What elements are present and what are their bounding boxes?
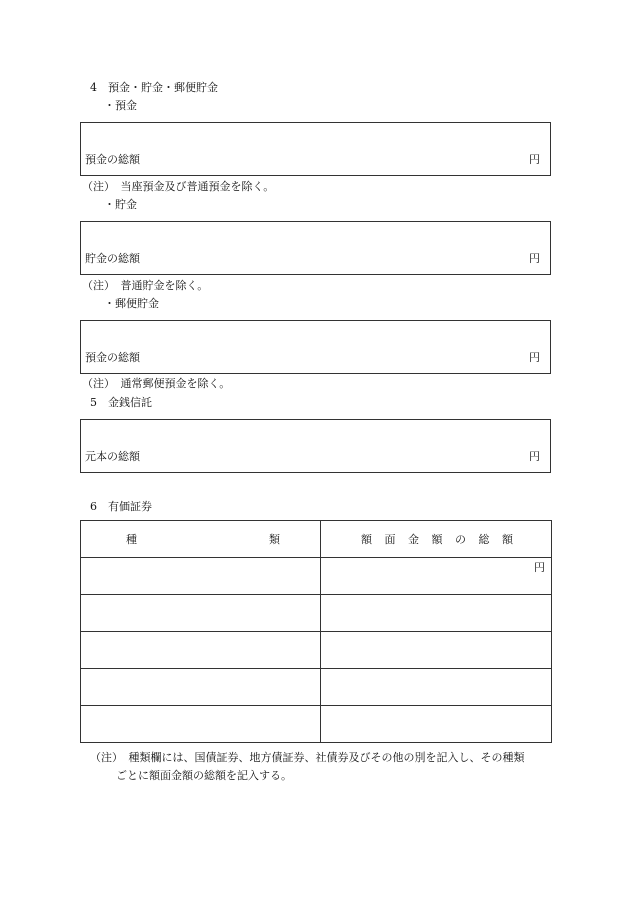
table-row	[81, 595, 552, 632]
yen-unit: 円	[529, 153, 540, 166]
deposit-note: （注） 当座預金及び普通預金を除く。	[82, 180, 275, 193]
securities-note-line2: ごとに額面金額の総額を記入する。	[116, 769, 292, 782]
savings-box[interactable]	[80, 221, 551, 275]
table-row	[81, 706, 552, 743]
postal-note: （注） 通常郵便預金を除く。	[82, 377, 231, 390]
savings-note: （注） 普通貯金を除く。	[82, 279, 209, 292]
face-value-total-column-header	[321, 521, 552, 558]
type-cell[interactable]	[81, 706, 321, 743]
deposit-label: ・預金	[104, 99, 137, 112]
section5-heading: 5 金銭信託	[90, 396, 152, 409]
type-cell[interactable]	[81, 558, 321, 595]
money-trust-box[interactable]	[80, 419, 551, 473]
securities-table	[80, 520, 552, 743]
table-row	[81, 669, 552, 706]
savings-total-label: 貯金の総額	[85, 252, 140, 265]
section4-heading: 4 預金・貯金・郵便貯金	[90, 81, 218, 94]
amount-cell[interactable]	[321, 706, 552, 743]
deposit-box[interactable]	[80, 122, 551, 176]
amount-cell[interactable]	[321, 632, 552, 669]
amount-cell[interactable]	[321, 669, 552, 706]
table-row	[81, 558, 552, 595]
table-header-row	[81, 521, 552, 558]
header-char: 額	[502, 533, 513, 546]
header-char: 種	[126, 533, 137, 546]
header-char: 額	[431, 533, 443, 546]
header-char: 金	[408, 533, 419, 546]
amount-cell[interactable]	[321, 558, 552, 595]
header-char: 類	[269, 533, 280, 546]
header-char: 額	[361, 533, 372, 546]
postal-savings-box[interactable]	[80, 320, 551, 374]
amount-cell[interactable]	[321, 595, 552, 632]
table-row	[81, 632, 552, 669]
deposit-total-label: 預金の総額	[85, 153, 140, 166]
type-column-header	[81, 521, 321, 558]
savings-label: ・貯金	[104, 198, 137, 211]
yen-unit: 円	[529, 252, 540, 265]
type-cell[interactable]	[81, 669, 321, 706]
yen-unit: 円	[529, 450, 540, 463]
yen-unit: 円	[534, 561, 545, 574]
header-char: 面	[384, 533, 396, 546]
securities-note-line1: （注） 種類欄には、国債証券、地方債証券、社債券及びその他の別を記入し、その種類	[90, 751, 525, 764]
postal-savings-label: ・郵便貯金	[104, 297, 159, 310]
section6-heading: 6 有価証券	[90, 500, 152, 513]
header-char: 総	[478, 533, 490, 546]
type-cell[interactable]	[81, 632, 321, 669]
type-cell[interactable]	[81, 595, 321, 632]
postal-total-label: 預金の総額	[85, 351, 140, 364]
principal-total-label: 元本の総額	[85, 450, 140, 463]
header-char: の	[455, 533, 466, 546]
yen-unit: 円	[529, 351, 540, 364]
